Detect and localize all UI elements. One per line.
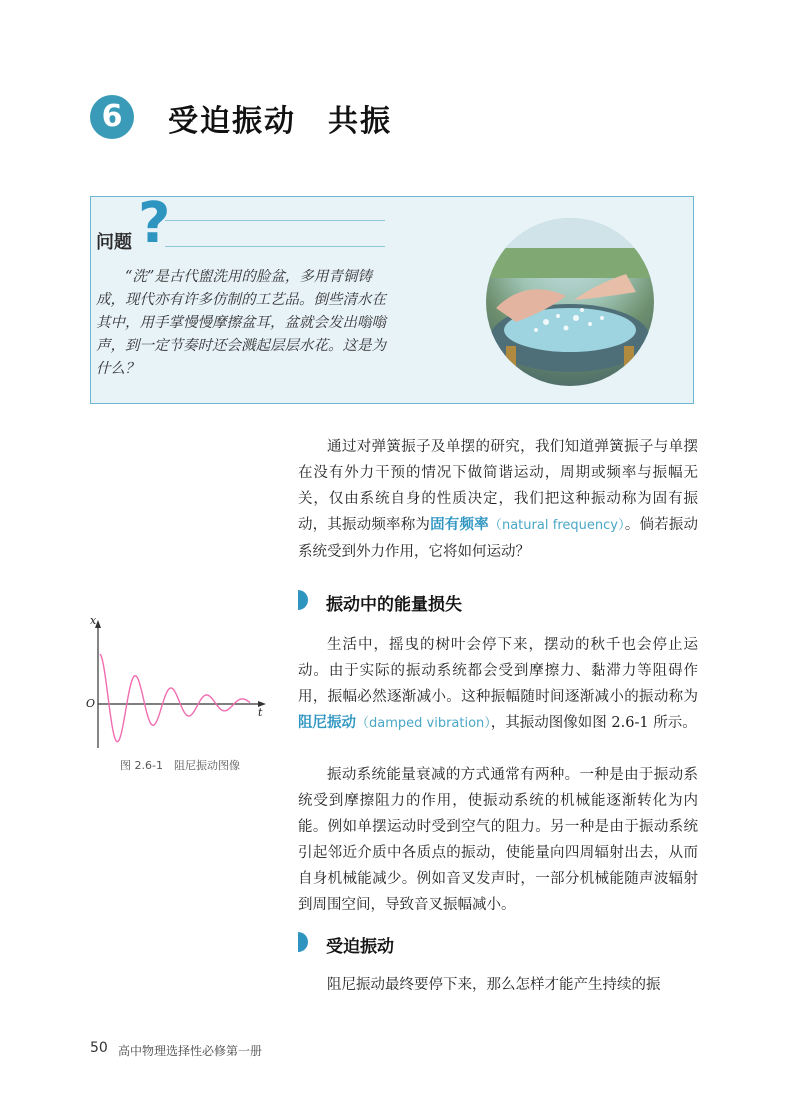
intro-text-part2: 。倘若振动系统受到外力作用，它将如何运动？: [298, 517, 699, 560]
damped-text-part2: ，其振动图像如图 2.6-1 所示。: [490, 715, 697, 731]
x-axis-label: t: [258, 706, 263, 719]
origin-label: O: [86, 697, 96, 710]
damped-vibration-paragraph: [298, 632, 698, 737]
question-text: “洗”是古代盥洗用的脸盆，多用青铜铸成，现代亦有许多仿制的工艺品。倒些清水在其中，用手掌慢慢摩擦盆耳，盆就会发出嗡嗡声，到一定节奏时还会溅起层层水花。这是为什么？: [96, 269, 386, 377]
chapter-number-badge: 6: [90, 95, 134, 139]
book-title: 高中物理选择性必修第一册: [118, 1044, 263, 1058]
term-natural-frequency-en: （natural frequency）: [488, 518, 625, 533]
question-mark-icon: ?: [138, 191, 171, 256]
section-marker-icon: [298, 932, 308, 952]
damped-text-part1: 生活中，摇曳的树叶会停下来，摆动的秋千也会停止运动。由于实际的振动系统都会受到摩擦力、黏滞力等阻碍作用，振幅必然逐渐减小。这种振幅随时间逐渐减小的振动称为: [298, 637, 698, 705]
section-marker-icon: [298, 590, 308, 610]
section-heading-energy-loss: 振动中的能量损失: [326, 595, 462, 615]
damped-curve: [100, 654, 250, 742]
energy-loss-paragraph: 振动系统能量衰减的方式通常有两种。一种是由于振动系统受到摩擦阻力的作用，使振动系统的机械能逐渐转化为内能。例如单摆运动时受到空气的阻力。另一种是由于振动系统引起邻近介质中各质点的振动，使能量向四周辐射出去，从而自身机械能减少。例如音叉发声时，一部分机械能随声波辐射到周围空间，导致音叉振幅减小。: [298, 767, 698, 913]
term-damped-vibration-en: （damped vibration）: [356, 716, 491, 731]
damped-vibration-graph: [86, 618, 276, 754]
term-natural-frequency: 固有频率: [430, 517, 489, 533]
term-damped-vibration: 阻尼振动: [298, 715, 356, 731]
question-label: 问题: [96, 232, 132, 253]
page-number: 50: [90, 1040, 108, 1056]
question-rule-bottom: [165, 246, 385, 247]
question-rule-top: [165, 220, 385, 221]
chapter-title: 受迫振动 共振: [168, 104, 392, 139]
intro-text-part1: 通过对弹簧振子及单摆的研究，我们知道弹簧振子与单摆在没有外力干预的情况下做简谐运动，周期或频率与振幅无关，仅由系统自身的性质决定，我们把这种振动称为固有振动，其振动频率称为: [298, 439, 698, 533]
y-axis-label: x: [90, 614, 97, 627]
section-heading-forced-vibration: 受迫振动: [326, 937, 394, 957]
basin-photo-illustration: [486, 218, 654, 386]
forced-vibration-paragraph: 阻尼振动最终要停下来，那么怎样才能产生持续的振: [327, 977, 661, 993]
basin-photo: [486, 218, 654, 386]
figure-caption: 图 2.6-1 阻尼振动图像: [120, 759, 240, 772]
intro-paragraph: [298, 434, 698, 565]
